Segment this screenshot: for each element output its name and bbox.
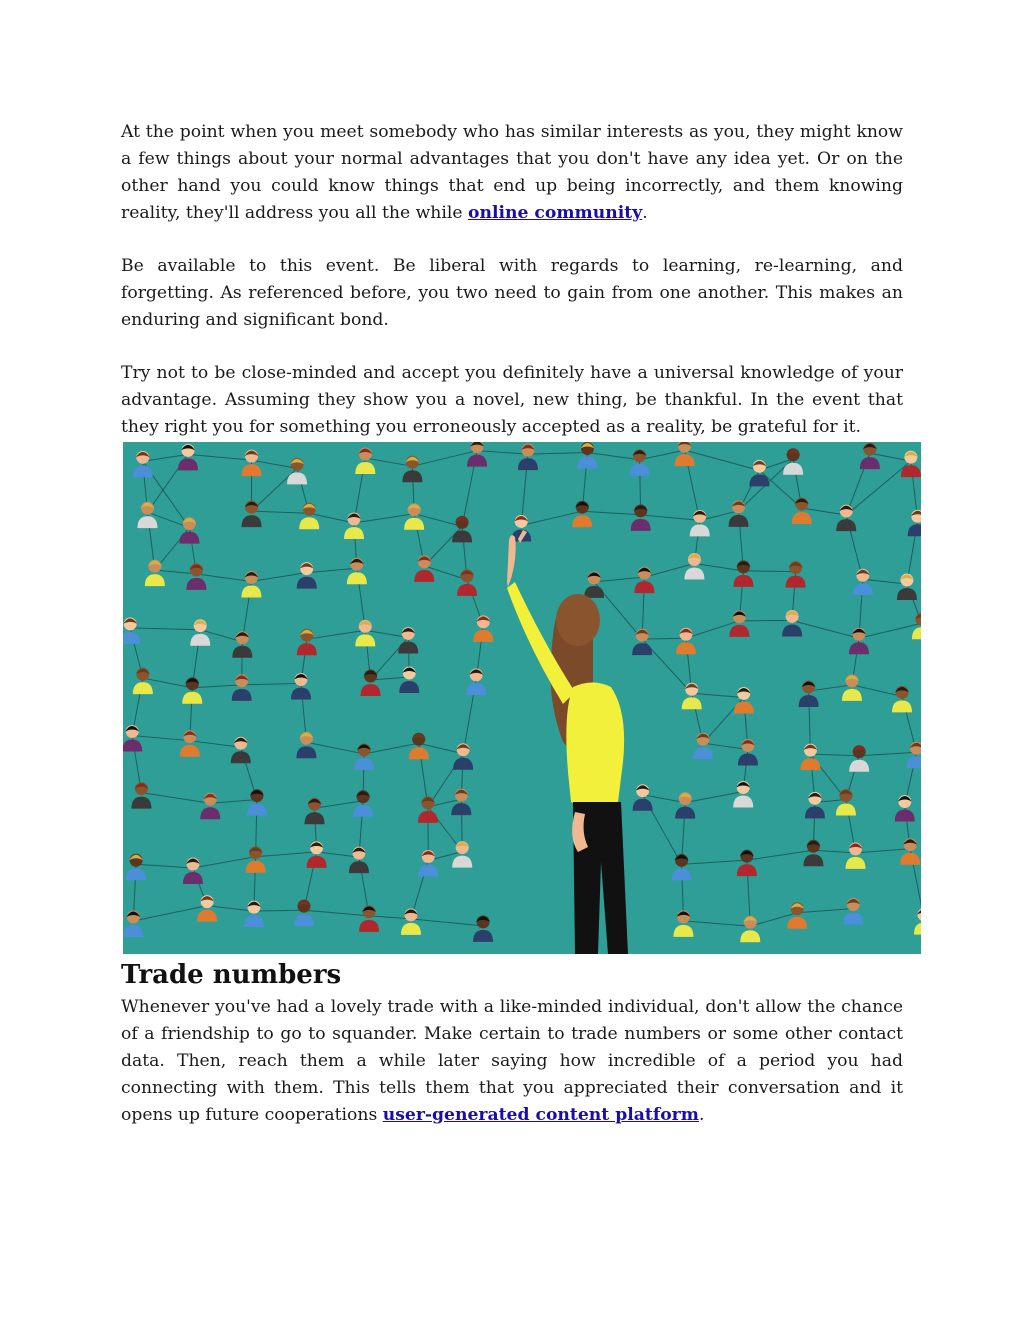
paragraph-4-end: . — [698, 1105, 705, 1125]
ugc-platform-link[interactable]: user-generated content platform — [382, 1105, 699, 1125]
paragraph-4 — [121, 994, 903, 1129]
online-community-link[interactable]: online community — [468, 203, 643, 223]
paragraph-1-text: At the point when you meet somebody who has similar interests as you, they might know a few things about your normal advantages that you don't have any idea yet. Or on the other hand you could know things that end up being incorrectly, and them knowing reality, they'll address you all the while — [121, 122, 903, 223]
paragraph-3: Try not to be close-minded and accept you definitely have a universal knowledge of your advantage. Assuming they show you a novel, new thing, be thankful. In the event that they right you for something you erroneously accepted as a reality, be grateful for it. — [121, 363, 903, 437]
document-page — [121, 119, 903, 1155]
paragraph-4-text: Whenever you've had a lovely trade with a like-minded individual, don't allow the chance of a friendship to go to squander. Make certain to trade numbers or some other contact data. Then, reach them a while later saying how incredible of a period you had connecting with them. This tells them that you appreciated their conversation and it opens up future cooperations — [121, 997, 903, 1125]
paragraph-2: Be available to this event. Be liberal with regards to learning, re-learning, and forgetting. As referenced before, you two need to gain from one another. This makes an enduring and significant bond. — [121, 256, 903, 330]
network-illustration — [123, 442, 921, 954]
trade-numbers-heading: Trade numbers — [121, 960, 342, 990]
paragraph-1 — [121, 119, 903, 227]
paragraph-1-end: . — [642, 203, 648, 223]
